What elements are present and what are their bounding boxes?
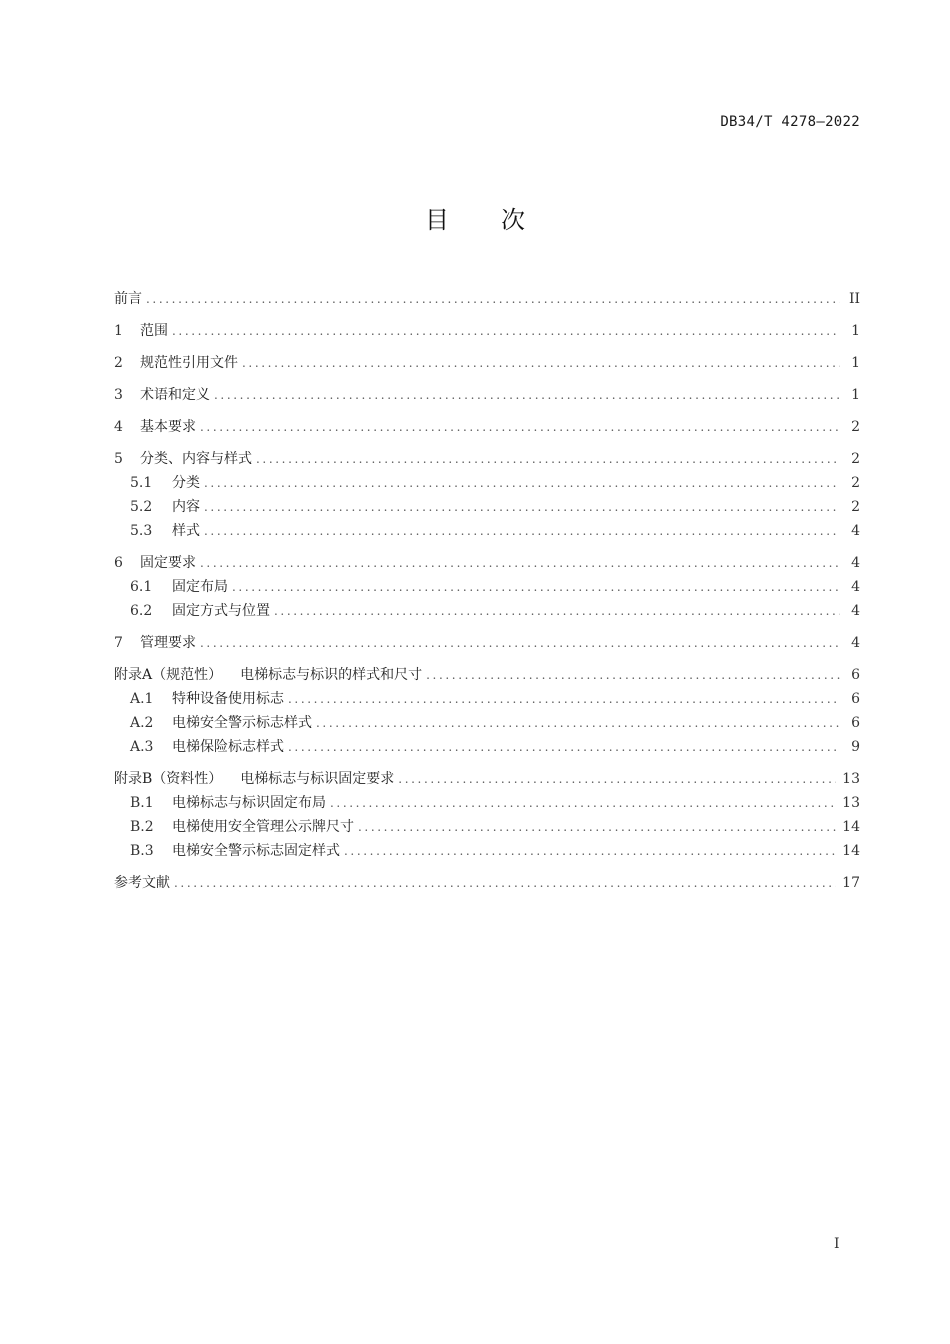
toc-leader <box>358 815 836 839</box>
toc-page: 4 <box>851 635 860 651</box>
toc-leader <box>398 767 836 791</box>
toc-entry-b-3[interactable] <box>114 839 860 863</box>
toc-number: 5 <box>114 451 123 467</box>
toc-leader <box>204 495 840 519</box>
toc-entry-appendix-b[interactable] <box>114 767 860 791</box>
toc-entry-references[interactable] <box>114 871 860 895</box>
toc-leader <box>316 711 840 735</box>
toc-entry-a-3[interactable] <box>114 735 860 759</box>
toc-leader <box>146 287 840 311</box>
toc-label: 术语和定义 <box>140 387 210 403</box>
toc-label: 样式 <box>172 523 200 539</box>
toc-label: 分类 <box>172 475 200 491</box>
toc-page: 14 <box>842 819 860 835</box>
toc-entry-7[interactable] <box>114 631 860 655</box>
toc-page: 13 <box>842 771 860 787</box>
toc-entry-4[interactable] <box>114 415 860 439</box>
toc-leader <box>344 839 836 863</box>
toc-label: 固定布局 <box>172 579 228 595</box>
toc-leader <box>330 791 836 815</box>
toc-leader <box>426 663 840 687</box>
toc-number: 6.2 <box>130 603 153 619</box>
toc-page: 2 <box>851 499 860 515</box>
toc-page: 13 <box>842 795 860 811</box>
toc-page: 1 <box>851 323 860 339</box>
toc-leader <box>214 383 840 407</box>
toc-leader <box>274 599 840 623</box>
toc-page: 9 <box>851 739 860 755</box>
toc-label: 特种设备使用标志 <box>172 691 284 707</box>
toc-label: 规范性引用文件 <box>140 355 238 371</box>
toc-page: 4 <box>851 603 860 619</box>
toc-leader <box>204 519 840 543</box>
toc-entry-appendix-a[interactable] <box>114 663 860 687</box>
toc-label: 内容 <box>172 499 200 515</box>
toc-label: 固定方式与位置 <box>172 603 270 619</box>
toc-entry-5[interactable] <box>114 447 860 471</box>
toc-number: 5.1 <box>130 475 153 491</box>
toc-number: 1 <box>114 323 123 339</box>
toc-entry-6-1[interactable] <box>114 575 860 599</box>
toc-leader <box>288 735 840 759</box>
toc-leader <box>200 415 840 439</box>
toc-page: II <box>848 291 860 307</box>
toc-entry-5-2[interactable] <box>114 495 860 519</box>
toc-entry-5-1[interactable] <box>114 471 860 495</box>
toc-number: A.1 <box>130 691 154 707</box>
toc-entry-a-1[interactable] <box>114 687 860 711</box>
toc-page: 14 <box>842 843 860 859</box>
toc-label: 前言 <box>114 291 142 307</box>
toc-page: 1 <box>851 355 860 371</box>
toc-leader <box>288 687 840 711</box>
toc-number: B.3 <box>130 843 154 859</box>
toc-number: A.2 <box>130 715 154 731</box>
toc-number: 6 <box>114 555 123 571</box>
toc-entry-b-2[interactable] <box>114 815 860 839</box>
toc-number: B.1 <box>130 795 154 811</box>
toc-leader <box>174 871 836 895</box>
toc-label: 电梯标志与标识固定要求 <box>240 771 395 787</box>
toc-leader <box>172 319 840 343</box>
toc-label: 固定要求 <box>140 555 196 571</box>
toc-number: 5.2 <box>130 499 153 515</box>
toc-entry-preface[interactable] <box>114 287 860 311</box>
toc-label: 参考文献 <box>114 875 170 891</box>
toc-label: 电梯使用安全管理公示牌尺寸 <box>172 819 354 835</box>
toc-entry-b-1[interactable] <box>114 791 860 815</box>
toc-label: 电梯标志与标识的样式和尺寸 <box>240 667 423 683</box>
toc-page: 4 <box>851 523 860 539</box>
toc-entry-6[interactable] <box>114 551 860 575</box>
toc-label: 分类、内容与样式 <box>140 451 252 467</box>
toc-leader <box>200 551 840 575</box>
toc-number: 6.1 <box>130 579 153 595</box>
toc-label: 管理要求 <box>140 635 196 651</box>
toc-number: 7 <box>114 635 123 651</box>
toc-number: 4 <box>114 419 123 435</box>
toc-number: 2 <box>114 355 123 371</box>
toc-entry-3[interactable] <box>114 383 860 407</box>
toc-leader <box>232 575 840 599</box>
toc-leader <box>204 471 840 495</box>
page-title: 目次 <box>425 206 577 234</box>
page-number: I <box>834 1236 840 1252</box>
toc-page: 6 <box>851 691 860 707</box>
table-of-contents <box>114 287 860 895</box>
toc-number: A.3 <box>130 739 154 755</box>
toc-label: 基本要求 <box>140 419 196 435</box>
appendix-prefix: 附录A（规范性） <box>114 667 223 683</box>
toc-leader <box>242 351 840 375</box>
toc-page: 2 <box>851 475 860 491</box>
toc-number: 3 <box>114 387 123 403</box>
toc-page: 17 <box>842 875 860 891</box>
toc-label: 电梯标志与标识固定布局 <box>172 795 326 811</box>
toc-number: 5.3 <box>130 523 153 539</box>
toc-page: 4 <box>851 555 860 571</box>
toc-entry-6-2[interactable] <box>114 599 860 623</box>
toc-label: 电梯安全警示标志样式 <box>172 715 312 731</box>
toc-label: 电梯安全警示标志固定样式 <box>172 843 340 859</box>
document-code: DB34/T 4278—2022 <box>720 114 860 130</box>
toc-number: B.2 <box>130 819 154 835</box>
toc-leader <box>200 631 840 655</box>
toc-entry-5-3[interactable] <box>114 519 860 543</box>
toc-entry-1[interactable] <box>114 319 860 343</box>
toc-label: 电梯保险标志样式 <box>172 739 284 755</box>
toc-page: 2 <box>851 419 860 435</box>
toc-page: 1 <box>851 387 860 403</box>
toc-label: 范围 <box>140 323 168 339</box>
toc-page: 6 <box>851 667 860 683</box>
toc-entry-2[interactable] <box>114 351 860 375</box>
toc-entry-a-2[interactable] <box>114 711 860 735</box>
toc-leader <box>256 447 840 471</box>
toc-page: 6 <box>851 715 860 731</box>
appendix-prefix: 附录B（资料性） <box>114 771 223 787</box>
toc-page: 2 <box>851 451 860 467</box>
toc-page: 4 <box>851 579 860 595</box>
